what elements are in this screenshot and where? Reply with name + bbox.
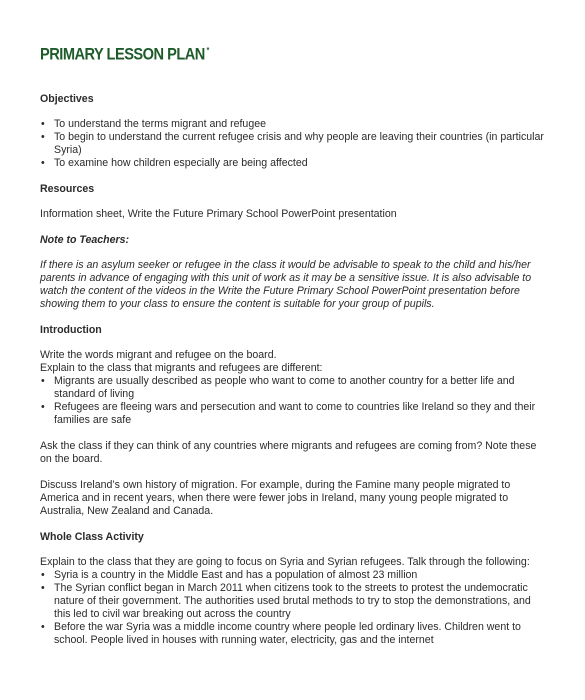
introduction-paragraph-2: Discuss Ireland’s own history of migration. For example, during the Famine many people migrated to America and in recent years, when there were fewer jobs in Ireland, many young people migrated to Australia, New Zealand and Canada.: [40, 479, 511, 517]
document-body: [40, 93, 550, 647]
objectives-heading: Objectives: [40, 93, 94, 105]
objectives-list: [40, 118, 550, 170]
whole-class-heading: Whole Class Activity: [40, 531, 144, 543]
introduction-item: • Refugees are fleeing wars and persecution and want to come to countries like Ireland so they and their families are safe: [40, 401, 550, 427]
introduction-item: • Migrants are usually described as people who want to come to another country for a better life and standard of living: [40, 375, 550, 401]
whole-class-item: • Syria is a country in the Middle East and has a population of almost 23 million: [40, 569, 550, 582]
document-title: [40, 44, 209, 64]
introduction-line-1: Write the words migrant and refugee on the board.: [40, 349, 277, 361]
objective-item: • To understand the terms migrant and refugee: [40, 118, 550, 131]
whole-class-item: • The Syrian conflict began in March 2011 when citizens took to the streets to protest the undemocratic nature of their government. The authorities used brutal methods to try to stop the demonstrations, and this led to civil war breaking out across the country: [40, 582, 550, 621]
note-text: If there is an asylum seeker or refugee in the class it would be advisable to speak to the child and his/her parents in advance of engaging with this unit of work as it may be a sensitive issue. It is also advisable to watch the content of the videos in the Write the Future Primary School PowerPoint presentation before showing them to your class to ensure the content is suitable for your group of pupils.: [40, 259, 532, 310]
introduction-heading: Introduction: [40, 324, 102, 336]
whole-class-line-1: Explain to the class that they are going to focus on Syria and Syrian refugees. Talk through the following:: [40, 556, 530, 568]
introduction-list: [40, 375, 550, 427]
note-heading: Note to Teachers:: [40, 234, 130, 246]
objective-item: • To examine how children especially are being affected: [40, 157, 550, 170]
whole-class-item: • Before the war Syria was a middle income country where people led ordinary lives. Children went to school. People lived in houses with running water, electricity, gas and the internet: [40, 621, 550, 647]
document-title-text: PRIMARY LESSON PLAN: [40, 44, 205, 64]
whole-class-list: [40, 569, 550, 647]
introduction-line-2: Explain to the class that migrants and refugees are different:: [40, 362, 323, 374]
resources-heading: Resources: [40, 183, 95, 195]
objective-item: • To begin to understand the current refugee crisis and why people are leaving their countries (in particular Syria): [40, 131, 550, 157]
introduction-paragraph-1: Ask the class if they can think of any countries where migrants and refugees are coming from? Note these on the board.: [40, 440, 537, 465]
title-mark: *: [206, 46, 209, 55]
resources-text: Information sheet, Write the Future Primary School PowerPoint presentation: [40, 208, 397, 220]
